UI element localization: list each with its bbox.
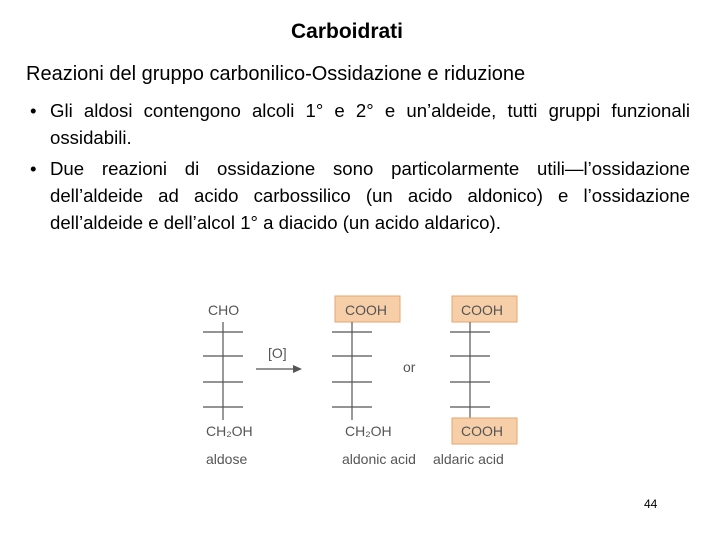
bullet-item: • Due reazioni di ossidazione sono particolarmente utili—l’ossidazione dell’aldeide ad acido carbossilico (un acido aldonico) e l’ossidazione dell’aldeide e dell’alcol 1° a diacido (un acido aldarico).: [30, 155, 690, 236]
aldaric-label: aldaric acid: [433, 451, 504, 467]
aldonic-top-group: COOH: [345, 302, 387, 318]
oxidation-diagram: [190, 288, 530, 478]
aldonic-label: aldonic acid: [342, 451, 416, 467]
bullet-list: [30, 97, 690, 240]
aldose-label: aldose: [206, 451, 248, 467]
aldaric-top-group: COOH: [461, 302, 503, 318]
or-word: or: [403, 359, 416, 375]
aldonic-bottom-group: CH₂OH: [345, 423, 392, 439]
bullet-item: • Gli aldosi contengono alcoli 1° e 2° e un’aldeide, tutti gruppi funzionali ossidabili.: [30, 97, 690, 151]
page-number: 44: [644, 497, 658, 511]
subtitle: Reazioni del gruppo carbonilico-Ossidazione e riduzione: [26, 63, 526, 85]
page-title: Carboidrati: [290, 20, 403, 43]
reagent-label: [O]: [268, 345, 287, 361]
aldose-top-group: CHO: [208, 302, 240, 318]
aldaric-bottom-group: COOH: [461, 423, 503, 439]
arrow-head-icon: [293, 365, 302, 373]
aldose-bottom-group: CH₂OH: [206, 423, 253, 439]
